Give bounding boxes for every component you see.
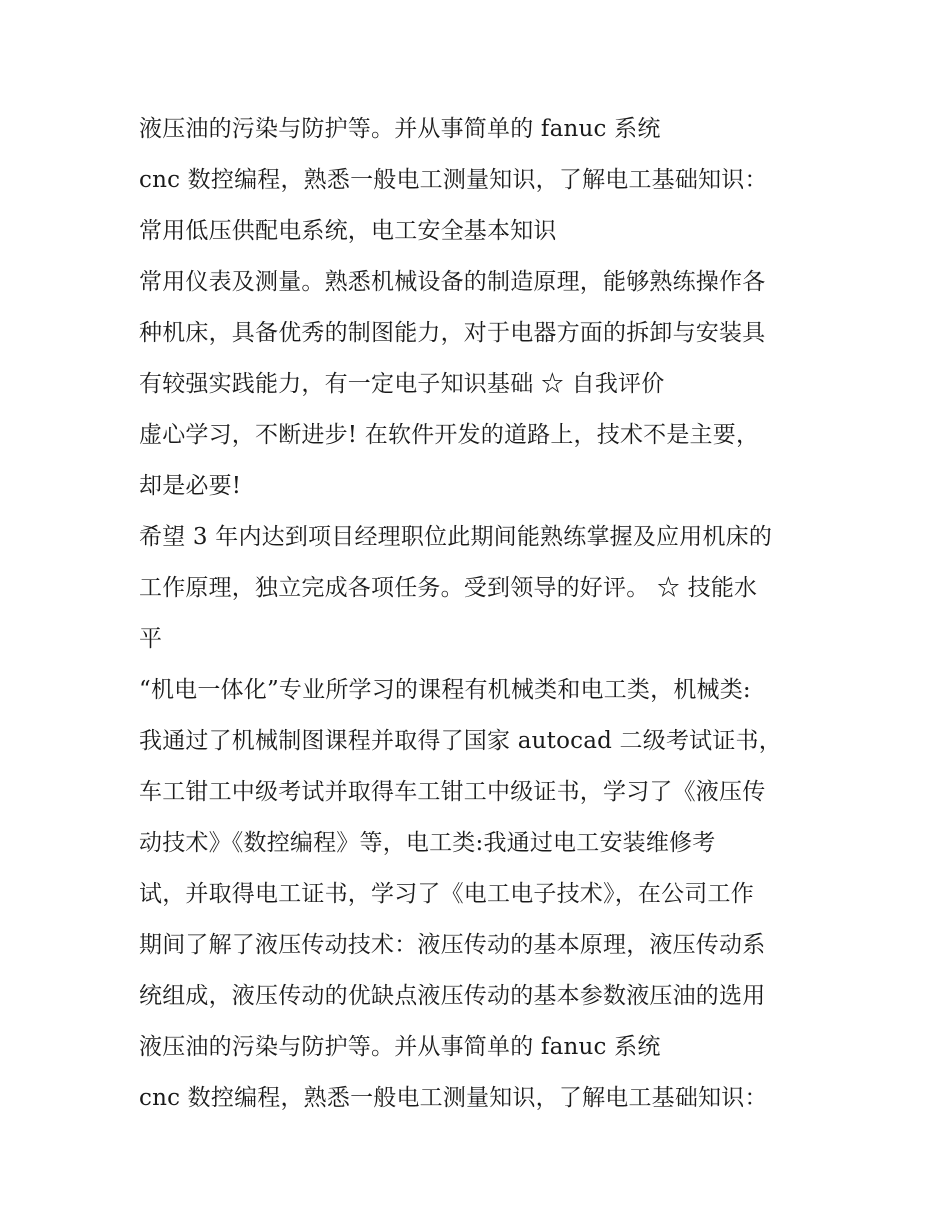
- text-line: 统组成，液压传动的优缺点液压传动的基本参数液压油的选用: [139, 983, 766, 1009]
- text-line: cnc 数控编程，熟悉一般电工测量知识，了解电工基础知识：: [139, 167, 768, 193]
- text-line: “机电一体化”专业所学习的课程有机械类和电工类，机械类:: [139, 677, 751, 703]
- body-text: [139, 104, 839, 1124]
- text-line: 平: [139, 626, 163, 652]
- text-line: 有较强实践能力，有一定电子知识基础 ☆ 自我评价: [139, 371, 665, 397]
- text-line: 却是必要!: [139, 473, 242, 499]
- text-line: 我通过了机械制图课程并取得了国家 autocad 二级考试证书，: [139, 728, 782, 754]
- text-line: 希望 3 年内达到项目经理职位此期间能熟练掌握及应用机床的: [139, 524, 773, 550]
- text-line: 种机床，具备优秀的制图能力，对于电器方面的拆卸与安装具: [139, 320, 766, 346]
- text-line: 虚心学习，不断进步! 在软件开发的道路上，技术不是主要，: [139, 422, 760, 448]
- text-line: 车工钳工中级考试并取得车工钳工中级证书，学习了《液压传: [139, 779, 766, 805]
- text-line: 常用仪表及测量。熟悉机械设备的制造原理，能够熟练操作各: [139, 269, 766, 295]
- text-line: 液压油的污染与防护等。并从事简单的 fanuc 系统: [139, 116, 661, 142]
- text-line: 试，并取得电工证书，学习了《电工电子技术》，在公司工作: [139, 881, 754, 907]
- text-line: 动技术》《数控编程》等，电工类:我通过电工安装维修考: [139, 830, 716, 856]
- text-line: 工作原理，独立完成各项任务。受到领导的好评。 ☆ 技能水: [139, 575, 758, 601]
- text-line: 期间了解了液压传动技术：液压传动的基本原理，液压传动系: [139, 932, 766, 958]
- text-line: 液压油的污染与防护等。并从事简单的 fanuc 系统: [139, 1034, 661, 1060]
- text-line: cnc 数控编程，熟悉一般电工测量知识，了解电工基础知识：: [139, 1085, 768, 1111]
- text-line: 常用低压供配电系统，电工安全基本知识: [139, 218, 557, 244]
